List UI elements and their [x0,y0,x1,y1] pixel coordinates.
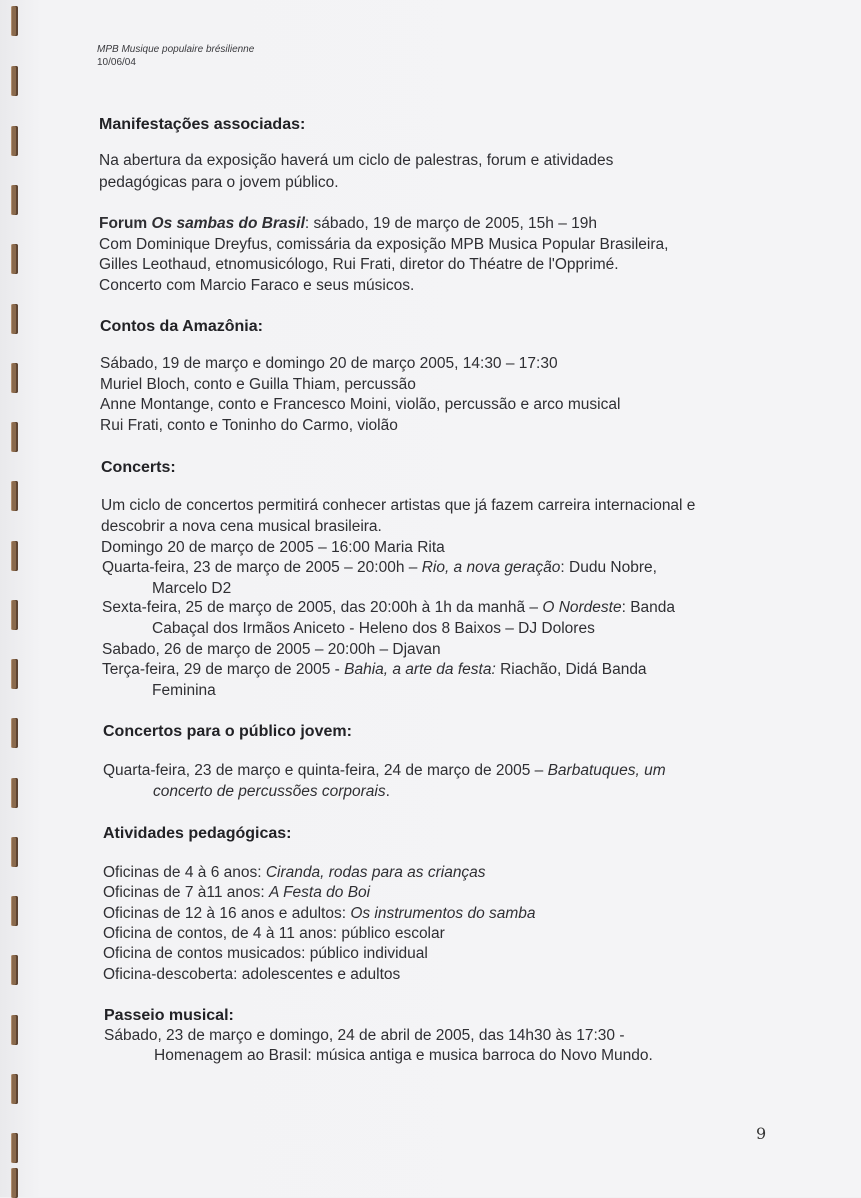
binding-ring [11,837,18,867]
paragraph-line: descobrir a nova cena musical brasileira. [101,518,382,535]
paragraph-line: Um ciclo de concertos permitirá conhecer artistas que já fazem carreira internacional e [101,497,696,514]
heading-atividades: Atividades pedagógicas: [103,825,292,842]
passeio-line-continued: Homenagem ao Brasil: música antiga e musica barroca do Novo Mundo. [154,1047,653,1064]
activity-item: Oficina de contos, de 4 à 11 anos: público escolar [103,925,445,942]
binding-ring [11,126,18,156]
concert-line: Domingo 20 de março de 2005 – 16:00 Maria Rita [101,539,445,556]
paragraph-line: Concerto com Marcio Faraco e seus músicos. [99,277,415,294]
concert-line-continued: Cabaçal dos Irmãos Aniceto - Heleno dos 8 Baixos – DJ Dolores [152,620,595,637]
activity-item: Oficina-descoberta: adolescentes e adultos [103,966,401,983]
paragraph-line: Sábado, 19 de março e domingo 20 de março 2005, 14:30 – 17:30 [100,355,558,372]
heading-contos: Contos da Amazônia: [100,318,263,335]
heading-manifestacoes: Manifestações associadas: [99,116,306,133]
concert-line: Sabado, 26 de março de 2005 – 20:00h – Djavan [102,641,441,658]
binding-ring [11,1015,18,1045]
binding-ring [11,955,18,985]
activity-item: Oficina de contos musicados: público individual [103,945,428,962]
binding-ring [11,718,18,748]
binding-ring [11,541,18,571]
binding-ring [11,66,18,96]
heading-concerts: Concerts: [101,459,176,476]
heading-passeio: Passeio musical: [104,1007,234,1024]
activity-item: Oficinas de 7 à11 anos: A Festa do Boi [103,884,371,901]
forum-date: : sábado, 19 de março de 2005, 15h – 19h [304,215,598,232]
concert-line: Quarta-feira, 23 de março de 2005 – 20:00h – Rio, a nova geração: Dudu Nobre, [102,559,657,576]
binding-ring [11,600,18,630]
binding-ring [11,481,18,511]
activity-item: Oficinas de 12 à 16 anos e adultos: Os instrumentos do samba [103,905,536,922]
binding-ring [11,1168,18,1198]
passeio-line: Sábado, 23 de março e domingo, 24 de abril de 2005, das 14h30 às 17:30 - [104,1027,625,1044]
binding-ring [11,6,18,36]
concert-line: Terça-feira, 29 de março de 2005 - Bahia, a arte da festa: Riachão, Didá Banda [102,661,647,678]
binding-ring [11,185,18,215]
paragraph-line: Com Dominique Dreyfus, comissária da exposição MPB Musica Popular Brasileira, [99,236,669,253]
binding-ring [11,244,18,274]
concert-line: Sexta-feira, 25 de março de 2005, das 20:00h à 1h da manhã – O Nordeste: Banda [102,599,676,616]
spiral-binding [0,0,30,1197]
paragraph-line: Anne Montange, conto e Francesco Moini, violão, percussão e arco musical [100,396,621,413]
concert-line-continued: Marcelo D2 [152,580,232,597]
forum-label: Forum [99,215,152,232]
binding-ring [11,1074,18,1104]
jovem-line-continued: concerto de percussões corporais. [153,783,390,800]
concert-line-continued: Feminina [152,682,216,699]
binding-ring [11,659,18,689]
paragraph-line: pedagógicas para o jovem público. [99,174,339,191]
binding-ring [11,422,18,452]
document-header [97,43,254,69]
forum-title-line [99,215,597,233]
binding-ring [11,778,18,808]
paragraph-line: Muriel Bloch, conto e Guilla Thiam, percussão [100,376,416,393]
paragraph-line: Gilles Leothaud, etnomusicólogo, Rui Frati, diretor do Théatre de l'Opprimé. [99,256,619,273]
binding-ring [11,1133,18,1163]
binding-ring [11,896,18,926]
binding-ring [11,363,18,393]
header-title: MPB Musique populaire brésilienne [97,44,255,55]
activity-item: Oficinas de 4 à 6 anos: Ciranda, rodas para as crianças [103,864,486,881]
binding-ring [11,304,18,334]
heading-jovem: Concertos para o público jovem: [103,723,352,740]
header-date: 10/06/04 [97,57,136,68]
forum-title: Os sambas do Brasil [151,215,305,232]
paragraph-line: Rui Frati, conto e Toninho do Carmo, violão [100,417,398,434]
page-number: 9 [756,1124,767,1143]
paragraph-line: Na abertura da exposição haverá um ciclo de palestras, forum e atividades [99,152,614,169]
jovem-line: Quarta-feira, 23 de março e quinta-feira, 24 de março de 2005 – Barbatuques, um [103,762,666,779]
